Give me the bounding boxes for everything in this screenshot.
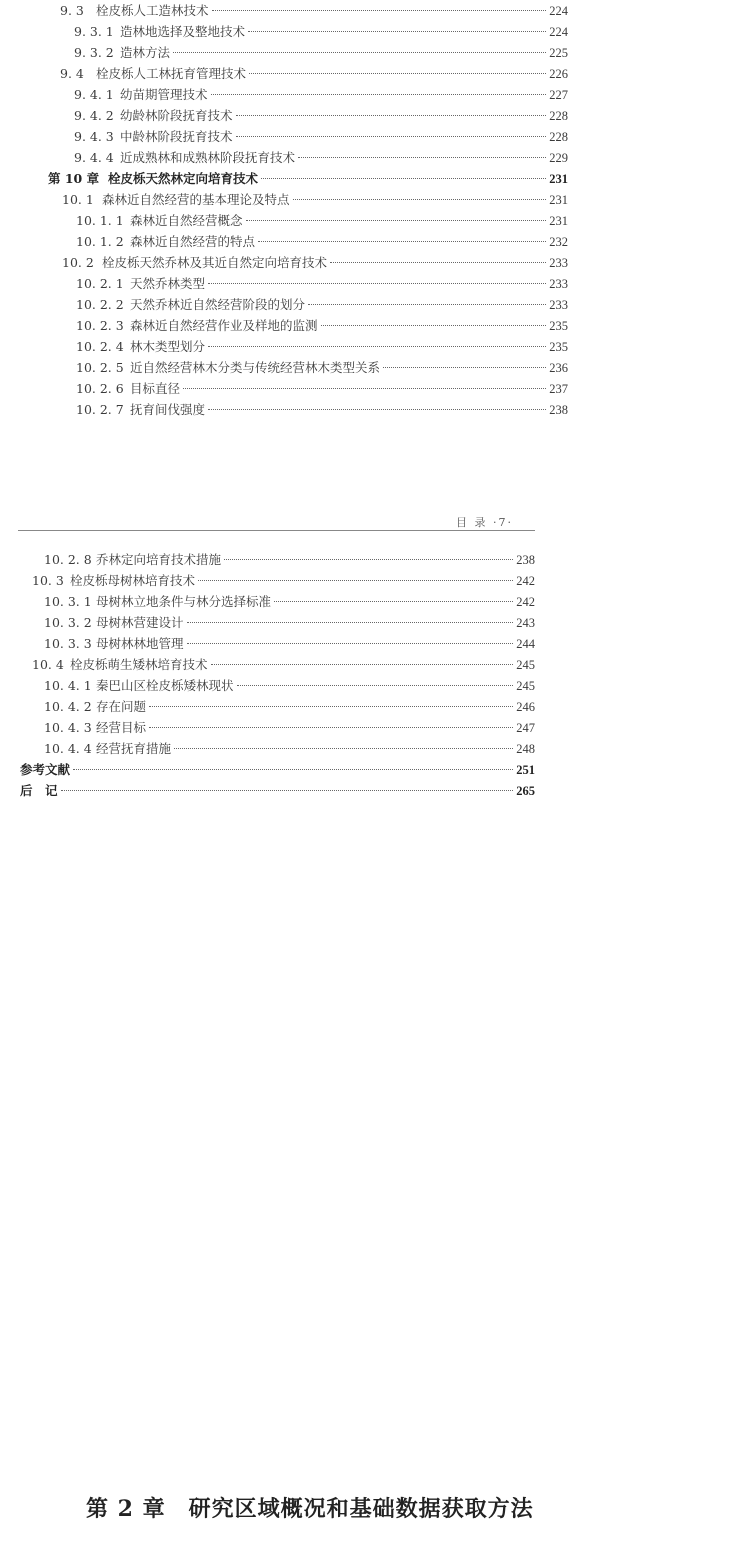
dot-leader — [211, 94, 547, 95]
dot-leader — [208, 409, 546, 410]
toc-entry: 10. 3. 1 母树林立地条件与林分选择标准 242 — [44, 594, 535, 609]
dot-leader — [183, 388, 546, 389]
dot-leader — [261, 178, 546, 179]
toc-entry: 10. 3 栓皮栎母树林培育技术 242 — [32, 573, 535, 588]
dot-leader — [187, 622, 514, 623]
toc-entry: 10. 2. 5 近自然经营林木分类与传统经营林木类型关系 236 — [76, 360, 568, 375]
toc-entry: 9. 4 栓皮栎人工林抚育管理技术 226 — [60, 66, 568, 81]
dot-leader — [212, 10, 547, 11]
chapter-heading: 第 2 章 研究区域概况和基础数据获取方法 — [86, 1496, 534, 1522]
dot-leader — [246, 220, 547, 221]
toc-entry: 10. 2. 2 天然乔林近自然经营阶段的划分 233 — [76, 297, 568, 312]
dot-leader — [293, 199, 547, 200]
dot-leader — [149, 706, 513, 707]
dot-leader — [173, 52, 546, 53]
toc-entry: 10. 1. 1 森林近自然经营概念 231 — [76, 213, 568, 228]
dot-leader — [149, 727, 513, 728]
toc-entry: 9. 4. 3 中龄林阶段抚育技术 228 — [74, 129, 568, 144]
dot-leader — [208, 346, 546, 347]
dot-leader — [274, 601, 513, 602]
dot-leader — [61, 790, 514, 791]
toc-entry: 10. 4. 1 秦巴山区栓皮栎矮林现状 245 — [44, 678, 535, 693]
dot-leader — [330, 262, 546, 263]
toc-entry: 9. 3. 1 造林地选择及整地技术 224 — [74, 24, 568, 39]
toc-entry: 10. 2. 4 林木类型划分 235 — [76, 339, 568, 354]
dot-leader — [236, 136, 547, 137]
dot-leader — [249, 73, 546, 74]
toc-entry: 9. 4. 4 近成熟林和成熟林阶段抚育技术 229 — [74, 150, 568, 165]
toc-entry: 9. 4. 2 幼龄林阶段抚育技术 228 — [74, 108, 568, 123]
toc-entry: 10. 1. 2 森林近自然经营的特点 232 — [76, 234, 568, 249]
dot-leader — [321, 325, 547, 326]
toc-entry: 9. 3. 2 造林方法 225 — [74, 45, 568, 60]
dot-leader — [211, 664, 514, 665]
dot-leader — [224, 559, 513, 560]
dot-leader — [174, 748, 513, 749]
toc-entry: 10. 4. 4 经营抚育措施 248 — [44, 741, 535, 756]
dot-leader — [248, 31, 546, 32]
dot-leader — [198, 580, 513, 581]
toc-afterword-entry: 后 记 265 — [20, 783, 535, 798]
dot-leader — [73, 769, 513, 770]
toc-references-entry: 参考文献 251 — [20, 762, 535, 777]
toc-entry: 10. 2 栓皮栎天然乔林及其近自然定向培育技术 233 — [62, 255, 568, 270]
running-head: 目 录 ·7· — [456, 516, 513, 529]
dot-leader — [237, 685, 514, 686]
dot-leader — [187, 643, 514, 644]
toc-entry: 10. 4. 3 经营目标 247 — [44, 720, 535, 735]
dot-leader — [208, 283, 546, 284]
toc-entry: 10. 2. 8 乔林定向培育技术措施 238 — [44, 552, 535, 567]
dot-leader — [258, 241, 546, 242]
toc-entry: 10. 3. 3 母树林林地管理 244 — [44, 636, 535, 651]
header-rule — [18, 530, 535, 531]
toc-entry: 10. 4. 2 存在问题 246 — [44, 699, 535, 714]
toc-chapter-entry: 第 10 章 栓皮栎天然林定向培育技术 231 — [48, 171, 568, 186]
dot-leader — [236, 115, 547, 116]
dot-leader — [383, 367, 546, 368]
toc-entry: 10. 2. 6 目标直径 237 — [76, 381, 568, 396]
toc-entry: 9. 4. 1 幼苗期管理技术 227 — [74, 87, 568, 102]
dot-leader — [298, 157, 546, 158]
toc-entry: 10. 2. 7 抚育间伐强度 238 — [76, 402, 568, 417]
dot-leader — [308, 304, 546, 305]
toc-entry: 10. 3. 2 母树林营建设计 243 — [44, 615, 535, 630]
toc-entry: 10. 2. 1 天然乔林类型 233 — [76, 276, 568, 291]
toc-entry: 10. 1 森林近自然经营的基本理论及特点 231 — [62, 192, 568, 207]
toc-entry: 9. 3 栓皮栎人工造林技术 224 — [60, 3, 568, 18]
toc-entry: 10. 4 栓皮栎萌生矮林培育技术 245 — [32, 657, 535, 672]
toc-entry: 10. 2. 3 森林近自然经营作业及样地的监测 235 — [76, 318, 568, 333]
